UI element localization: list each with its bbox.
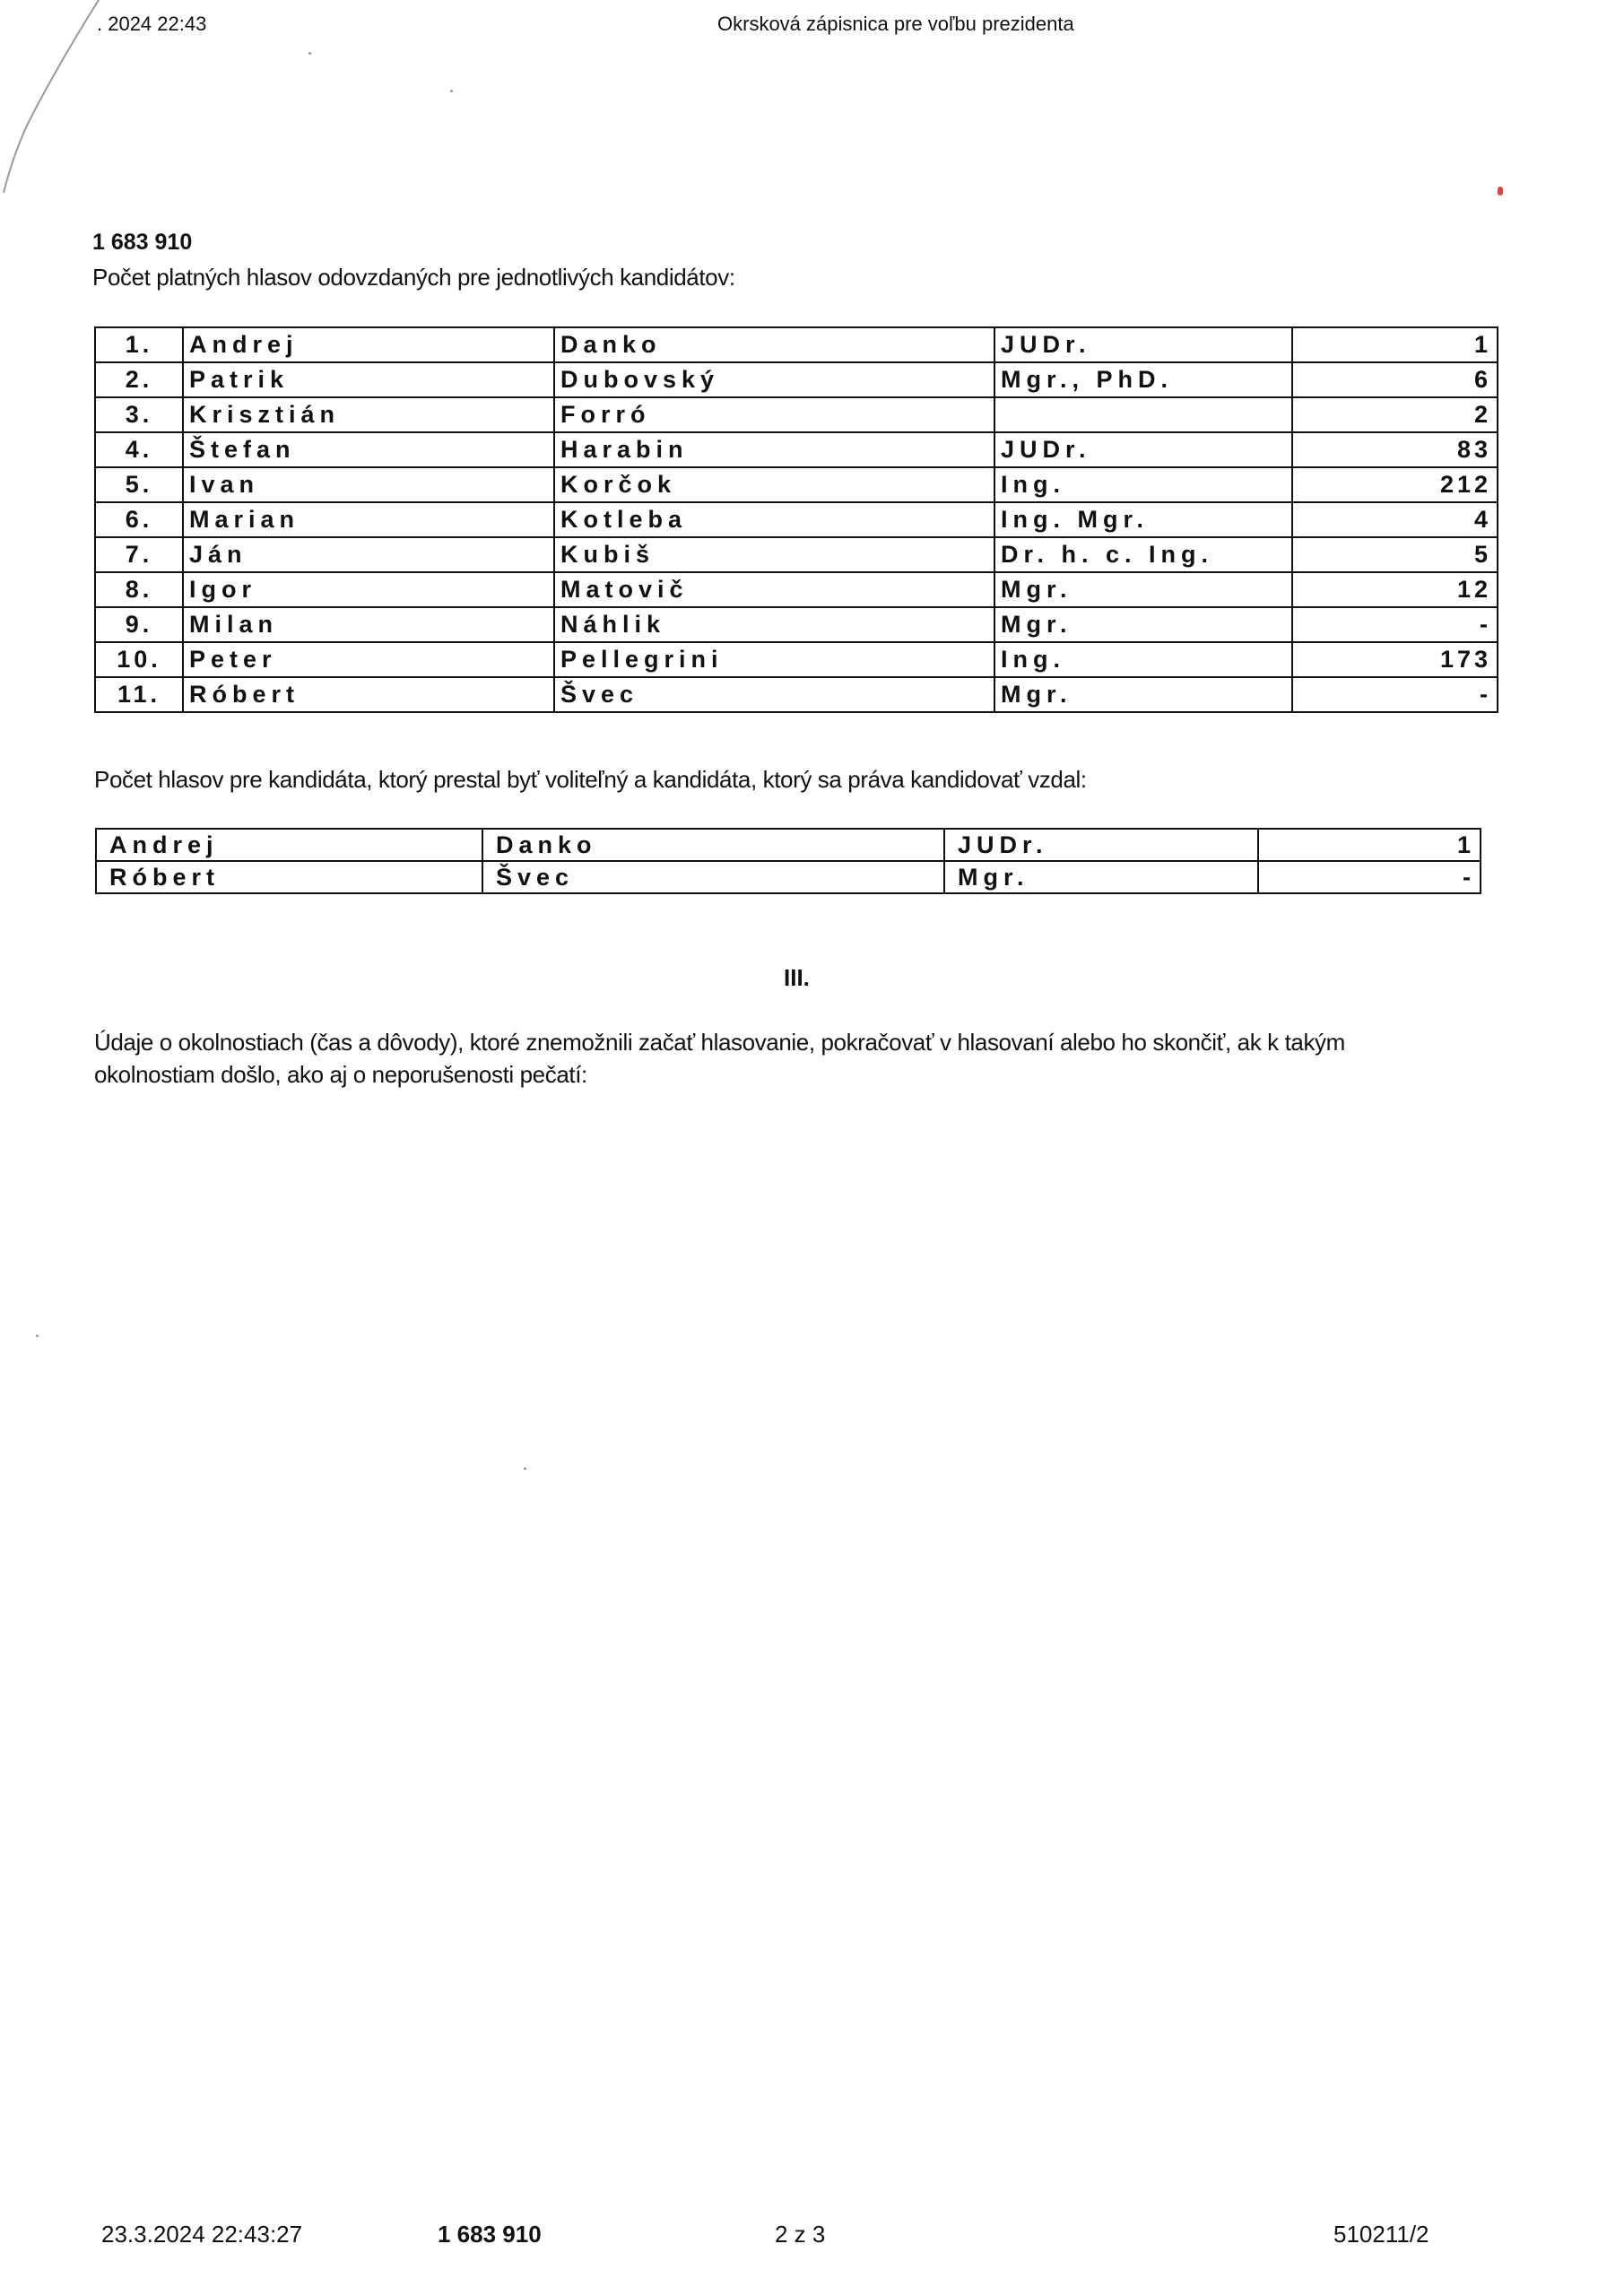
candidate-title: Mgr. (994, 572, 1292, 607)
table-row (95, 607, 1498, 642)
candidate-title: Dr. h. c. Ing. (994, 537, 1292, 572)
table-row (96, 829, 1481, 861)
candidate-first-name: Milan (183, 607, 554, 642)
scan-edge-mark (0, 0, 108, 233)
candidate-number: 11. (95, 677, 183, 712)
candidate-last-name: Švec (554, 677, 994, 712)
candidate-number: 6. (95, 502, 183, 537)
candidate-votes: 12 (1292, 572, 1498, 607)
candidates-table-body (95, 327, 1498, 712)
withdrawn-table (95, 828, 1481, 894)
candidate-number: 2. (95, 362, 183, 397)
candidate-number: 10. (95, 642, 183, 677)
candidate-first-name: Patrik (183, 362, 554, 397)
table-row (95, 327, 1498, 362)
candidate-number: 7. (95, 537, 183, 572)
table-row (95, 677, 1498, 712)
table-row (95, 572, 1498, 607)
footer-code: 510211/2 (1333, 2221, 1429, 2248)
scan-speck (308, 52, 311, 55)
withdrawn-title: JUDr. (944, 829, 1258, 861)
withdrawn-votes-caption: Počet hlasov pre kandidáta, ktorý prestal byť voliteľný a kandidáta, ktorý sa práva kandidovať vzdal: (94, 766, 1087, 793)
candidate-title: JUDr. (994, 327, 1292, 362)
candidate-first-name: Štefan (183, 432, 554, 467)
withdrawn-title: Mgr. (944, 861, 1258, 893)
candidates-table (94, 326, 1498, 713)
candidate-votes: 2 (1292, 397, 1498, 432)
withdrawn-last-name: Danko (482, 829, 944, 861)
candidate-first-name: Peter (183, 642, 554, 677)
candidate-number: 9. (95, 607, 183, 642)
candidate-last-name: Kotleba (554, 502, 994, 537)
withdrawn-first-name: Róbert (96, 861, 482, 893)
candidate-first-name: Igor (183, 572, 554, 607)
table-row (95, 432, 1498, 467)
candidate-title: Mgr., PhD. (994, 362, 1292, 397)
candidate-number: 4. (95, 432, 183, 467)
candidate-first-name: Ivan (183, 467, 554, 502)
candidate-title (994, 397, 1292, 432)
footer-page-indicator: 2 z 3 (775, 2221, 826, 2248)
withdrawn-last-name: Švec (482, 861, 944, 893)
candidate-last-name: Korčok (554, 467, 994, 502)
withdrawn-votes: - (1258, 861, 1481, 893)
candidate-title: Ing. (994, 467, 1292, 502)
scan-speck (36, 1335, 39, 1337)
candidate-first-name: Ján (183, 537, 554, 572)
candidate-last-name: Danko (554, 327, 994, 362)
candidate-votes: 173 (1292, 642, 1498, 677)
withdrawn-votes: 1 (1258, 829, 1481, 861)
candidate-number: 5. (95, 467, 183, 502)
candidate-last-name: Dubovský (554, 362, 994, 397)
candidate-last-name: Kubiš (554, 537, 994, 572)
candidate-votes: 1 (1292, 327, 1498, 362)
table-row (96, 861, 1481, 893)
candidate-votes: - (1292, 677, 1498, 712)
circumstances-text: Údaje o okolnostiach (čas a dôvody), ktoré znemožnili začať hlasovanie, pokračovať v hlasovaní alebo ho skončiť, ak k takým okolnostiam došlo, ako aj o neporušenosti pečatí: (94, 1029, 1345, 1088)
table-row (95, 397, 1498, 432)
candidate-title: JUDr. (994, 432, 1292, 467)
candidate-last-name: Harabin (554, 432, 994, 467)
candidate-votes: 4 (1292, 502, 1498, 537)
candidate-last-name: Náhlik (554, 607, 994, 642)
table-row (95, 362, 1498, 397)
candidate-number: 1. (95, 327, 183, 362)
valid-votes-caption: Počet platných hlasov odovzdaných pre jednotlivých kandidátov: (92, 264, 735, 291)
table-row (95, 537, 1498, 572)
section-heading: III. (784, 964, 810, 991)
candidate-title: Ing. (994, 642, 1292, 677)
withdrawn-first-name: Andrej (96, 829, 482, 861)
footer-datetime: 23.3.2024 22:43:27 (101, 2221, 303, 2248)
candidate-first-name: Marian (183, 502, 554, 537)
candidate-last-name: Pellegrini (554, 642, 994, 677)
district-number: 1 683 910 (92, 230, 193, 255)
candidate-number: 8. (95, 572, 183, 607)
document-title: Okrsková zápisnica pre voľbu prezidenta (717, 13, 1074, 35)
table-row (95, 467, 1498, 502)
candidate-title: Ing. Mgr. (994, 502, 1292, 537)
candidate-first-name: Róbert (183, 677, 554, 712)
scan-speck (450, 90, 453, 92)
candidate-votes: 212 (1292, 467, 1498, 502)
candidate-number: 3. (95, 397, 183, 432)
scan-speck (524, 1467, 526, 1470)
candidate-votes: 6 (1292, 362, 1498, 397)
print-datetime: . 2024 22:43 (97, 13, 207, 35)
candidate-last-name: Matovič (554, 572, 994, 607)
candidate-votes: 83 (1292, 432, 1498, 467)
scan-speck-red (1498, 187, 1503, 196)
footer-district-number: 1 683 910 (438, 2221, 542, 2248)
candidate-first-name: Andrej (183, 327, 554, 362)
candidate-first-name: Krisztián (183, 397, 554, 432)
table-row (95, 502, 1498, 537)
table-row (95, 642, 1498, 677)
candidate-title: Mgr. (994, 607, 1292, 642)
candidate-title: Mgr. (994, 677, 1292, 712)
withdrawn-table-body (96, 829, 1481, 893)
candidate-votes: 5 (1292, 537, 1498, 572)
candidate-last-name: Forró (554, 397, 994, 432)
candidate-votes: - (1292, 607, 1498, 642)
